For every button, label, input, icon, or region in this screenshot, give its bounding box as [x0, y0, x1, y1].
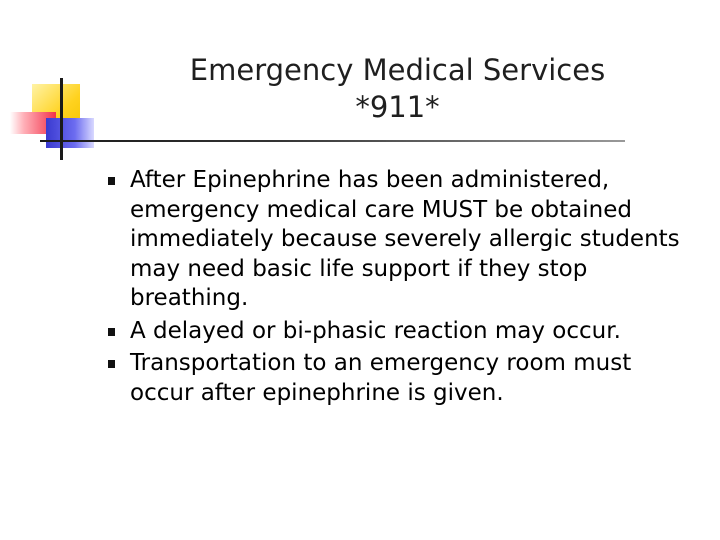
bullet-text: After Epinephrine has been administered, emergency medical care MUST be obtained immediately because severely allergic students may need basic life support if they stop breathing. — [130, 167, 680, 311]
square-bullet-icon — [108, 328, 115, 336]
bullet-list — [106, 166, 686, 411]
bullet-item — [106, 166, 686, 314]
slide-title-line2: *911* — [355, 90, 440, 124]
bullet-item — [106, 317, 686, 347]
bullet-item — [106, 349, 686, 408]
corner-logo-blue-bar — [46, 118, 94, 148]
bullet-text: Transportation to an emergency room must occur after epinephrine is given. — [130, 350, 632, 406]
slide-title — [120, 52, 675, 126]
title-underline-rule — [40, 140, 625, 142]
corner-logo-vertical-line — [60, 78, 63, 160]
square-bullet-icon — [108, 360, 115, 368]
bullet-text: A delayed or bi-phasic reaction may occur. — [130, 317, 621, 344]
square-bullet-icon — [108, 177, 115, 185]
slide-title-line1: Emergency Medical Services — [189, 53, 606, 87]
